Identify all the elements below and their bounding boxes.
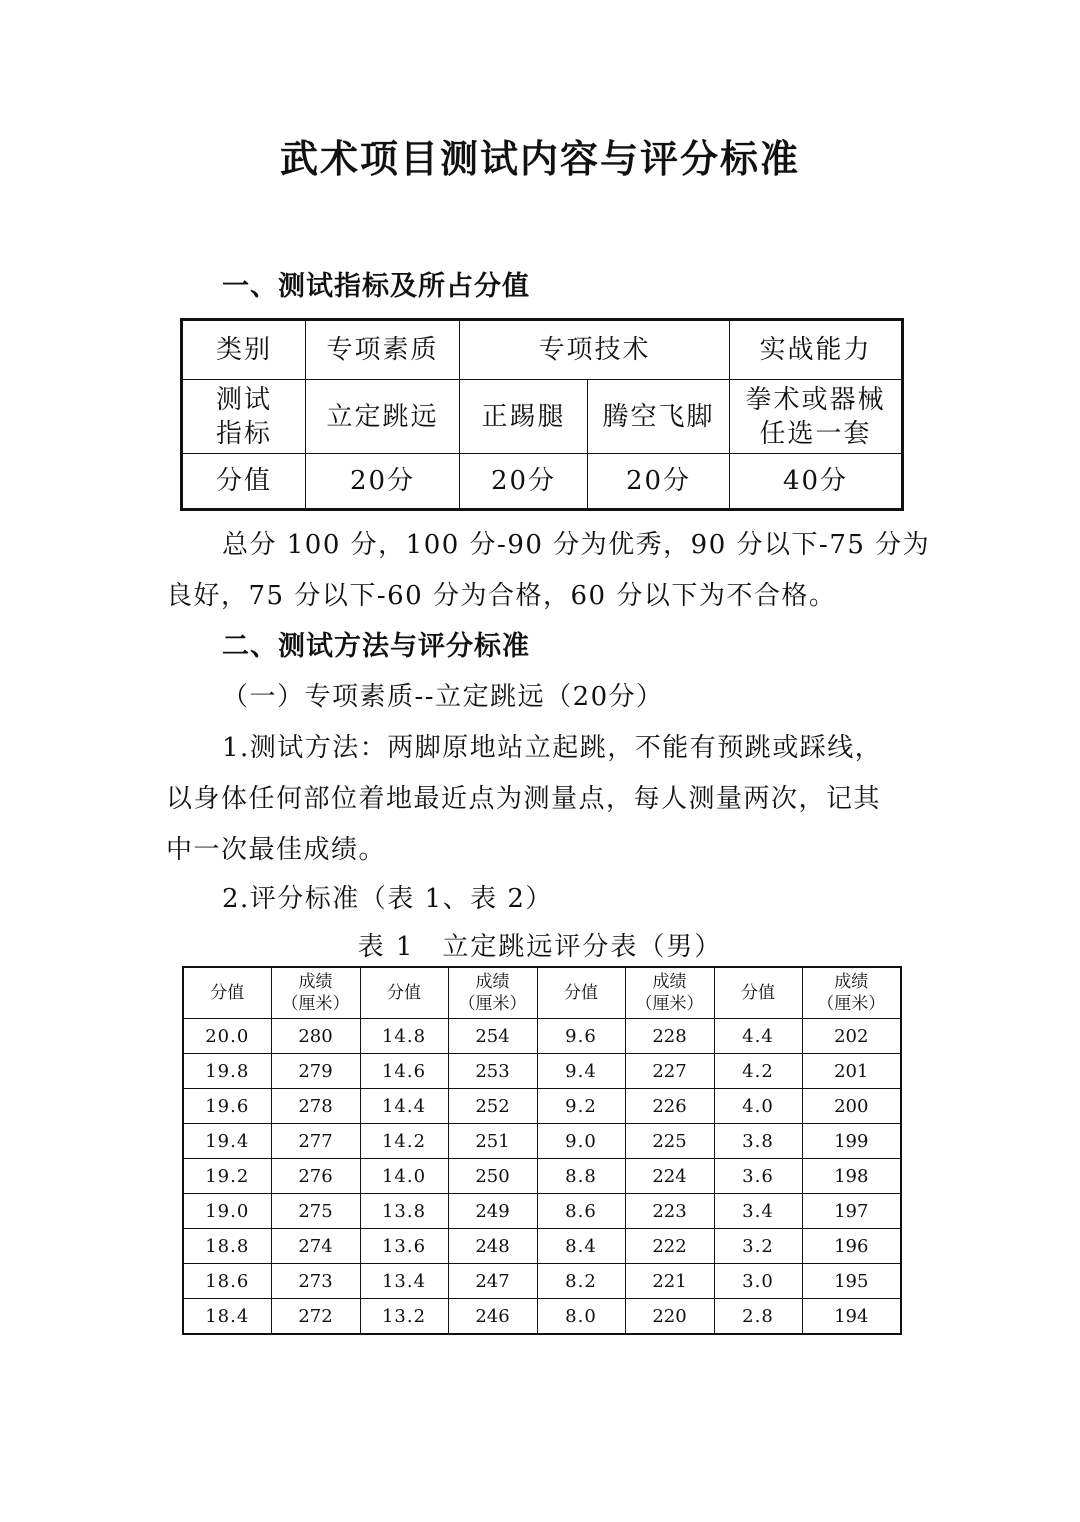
result-cell: 248 — [448, 1229, 537, 1264]
test-method-line3: 中一次最佳成绩。 — [166, 835, 387, 865]
score-cell: 3.8 — [714, 1124, 802, 1159]
score-cell: 3.4 — [714, 1194, 802, 1229]
score-cell: 2.8 — [714, 1299, 802, 1335]
score-cell: 9.0 — [537, 1124, 625, 1159]
table-row — [183, 1089, 901, 1124]
result-cell: 222 — [625, 1229, 714, 1264]
table-row — [183, 1019, 901, 1054]
result-cell: 202 — [802, 1019, 901, 1054]
table-row-indicator — [182, 380, 903, 454]
result-cell: 221 — [625, 1264, 714, 1299]
header-result-line1: 成绩 — [475, 972, 510, 992]
header-result-line1: 成绩 — [298, 972, 333, 992]
score-cell: 9.6 — [537, 1019, 625, 1054]
result-cell: 254 — [448, 1019, 537, 1054]
score-cell: 14.4 — [360, 1089, 448, 1124]
header-result — [625, 967, 714, 1019]
score-cell: 8.2 — [537, 1264, 625, 1299]
score-cell: 14.2 — [360, 1124, 448, 1159]
score-cell: 13.8 — [360, 1194, 448, 1229]
result-cell: 274 — [271, 1229, 360, 1264]
result-cell: 199 — [802, 1124, 901, 1159]
table-row — [183, 1194, 901, 1229]
score-cell: 13.4 — [360, 1264, 448, 1299]
score-cell: 18.6 — [183, 1264, 271, 1299]
result-cell: 225 — [625, 1124, 714, 1159]
result-cell: 195 — [802, 1264, 901, 1299]
table-row — [183, 1229, 901, 1264]
table1-caption: 表 1 立定跳远评分表（男） — [357, 932, 723, 962]
score-cell: 20.0 — [183, 1019, 271, 1054]
result-cell: 224 — [625, 1159, 714, 1194]
score-cell: 9.2 — [537, 1089, 625, 1124]
score-cell: 3.2 — [714, 1229, 802, 1264]
table-row — [183, 1264, 901, 1299]
header-result-line2: （厘米） — [281, 994, 350, 1014]
header-result-line2: （厘米） — [458, 994, 527, 1014]
total-score-note-line2: 良好，75 分以下-60 分为合格，60 分以下为不合格。 — [166, 581, 837, 611]
header-result-line2: （厘米） — [635, 994, 704, 1014]
table-row-category — [182, 320, 903, 380]
header-score: 分值 — [360, 967, 448, 1019]
score-flying-kick: 20分 — [588, 454, 730, 510]
score-cell: 19.4 — [183, 1124, 271, 1159]
score-physical: 20分 — [306, 454, 460, 510]
result-cell: 278 — [271, 1089, 360, 1124]
result-cell: 201 — [802, 1054, 901, 1089]
result-cell: 272 — [271, 1299, 360, 1335]
header-score: 分值 — [714, 967, 802, 1019]
category-technique: 专项技术 — [460, 320, 730, 380]
indicator-label-line2: 指标 — [215, 418, 272, 449]
total-score-note-line1: 总分 100 分，100 分-90 分为优秀，90 分以下-75 分为 — [222, 530, 931, 560]
score-cell: 19.8 — [183, 1054, 271, 1089]
result-cell: 196 — [802, 1229, 901, 1264]
score-cell: 8.8 — [537, 1159, 625, 1194]
score-cell: 13.6 — [360, 1229, 448, 1264]
header-result-line1: 成绩 — [652, 972, 687, 992]
result-cell: 249 — [448, 1194, 537, 1229]
indicator-flying-kick: 腾空飞脚 — [588, 380, 730, 454]
result-cell: 279 — [271, 1054, 360, 1089]
score-cell: 14.8 — [360, 1019, 448, 1054]
score-front-kick: 20分 — [460, 454, 588, 510]
indicator-front-kick: 正踢腿 — [460, 380, 588, 454]
score-label: 分值 — [182, 454, 306, 510]
indicator-routine — [730, 380, 903, 454]
score-cell: 9.4 — [537, 1054, 625, 1089]
table1-header-row — [183, 967, 901, 1019]
score-cell: 19.2 — [183, 1159, 271, 1194]
score-cell: 18.8 — [183, 1229, 271, 1264]
result-cell: 197 — [802, 1194, 901, 1229]
score-cell: 3.6 — [714, 1159, 802, 1194]
result-cell: 251 — [448, 1124, 537, 1159]
header-result-line1: 成绩 — [834, 972, 869, 992]
header-result — [802, 967, 901, 1019]
result-cell: 250 — [448, 1159, 537, 1194]
header-result — [448, 967, 537, 1019]
result-cell: 223 — [625, 1194, 714, 1229]
score-cell: 19.0 — [183, 1194, 271, 1229]
result-cell: 276 — [271, 1159, 360, 1194]
score-cell: 8.6 — [537, 1194, 625, 1229]
score-cell: 14.6 — [360, 1054, 448, 1089]
score-cell: 19.6 — [183, 1089, 271, 1124]
result-cell: 246 — [448, 1299, 537, 1335]
result-cell: 275 — [271, 1194, 360, 1229]
result-cell: 273 — [271, 1264, 360, 1299]
table-row — [183, 1124, 901, 1159]
indicator-routine-line1: 拳术或器械 — [745, 384, 886, 415]
page-title: 武术项目测试内容与评分标准 — [279, 137, 800, 181]
result-cell: 194 — [802, 1299, 901, 1335]
header-result-line2: （厘米） — [817, 994, 886, 1014]
result-cell: 280 — [271, 1019, 360, 1054]
category-combat: 实战能力 — [730, 320, 903, 380]
result-cell: 198 — [802, 1159, 901, 1194]
indicator-label — [182, 380, 306, 454]
result-cell: 247 — [448, 1264, 537, 1299]
table-row — [183, 1054, 901, 1089]
table-row — [183, 1159, 901, 1194]
score-cell: 8.4 — [537, 1229, 625, 1264]
score-cell: 14.0 — [360, 1159, 448, 1194]
result-cell: 253 — [448, 1054, 537, 1089]
header-result — [271, 967, 360, 1019]
header-score: 分值 — [183, 967, 271, 1019]
indicator-label-line1: 测试 — [215, 384, 272, 415]
standing-jump-score-table — [182, 966, 902, 1335]
score-cell: 8.0 — [537, 1299, 625, 1335]
table-row — [183, 1299, 901, 1335]
test-method-line2: 以身体任何部位着地最近点为测量点，每人测量两次，记其 — [166, 784, 882, 814]
score-cell: 4.0 — [714, 1089, 802, 1124]
indicator-routine-line2: 任选一套 — [759, 418, 872, 449]
section1-heading: 一、测试指标及所占分值 — [222, 271, 530, 302]
indicator-standing-long-jump: 立定跳远 — [306, 380, 460, 454]
score-cell: 18.4 — [183, 1299, 271, 1335]
result-cell: 228 — [625, 1019, 714, 1054]
category-physical: 专项素质 — [306, 320, 460, 380]
section2-heading: 二、测试方法与评分标准 — [222, 631, 530, 662]
category-label: 类别 — [182, 320, 306, 380]
header-score: 分值 — [537, 967, 625, 1019]
scoring-standard: 2.评分标准（表 1、表 2） — [222, 884, 553, 914]
result-cell: 220 — [625, 1299, 714, 1335]
subsection-heading: （一）专项素质--立定跳远（20分） — [222, 682, 664, 712]
score-cell: 3.0 — [714, 1264, 802, 1299]
indicator-score-table — [180, 318, 904, 511]
score-cell: 4.2 — [714, 1054, 802, 1089]
result-cell: 226 — [625, 1089, 714, 1124]
score-cell: 4.4 — [714, 1019, 802, 1054]
result-cell: 277 — [271, 1124, 360, 1159]
test-method-line1: 1.测试方法：两脚原地站立起跳，不能有预跳或踩线， — [222, 733, 883, 763]
score-cell: 13.2 — [360, 1299, 448, 1335]
table-row-score — [182, 454, 903, 510]
score-combat: 40分 — [730, 454, 903, 510]
result-cell: 227 — [625, 1054, 714, 1089]
result-cell: 252 — [448, 1089, 537, 1124]
result-cell: 200 — [802, 1089, 901, 1124]
